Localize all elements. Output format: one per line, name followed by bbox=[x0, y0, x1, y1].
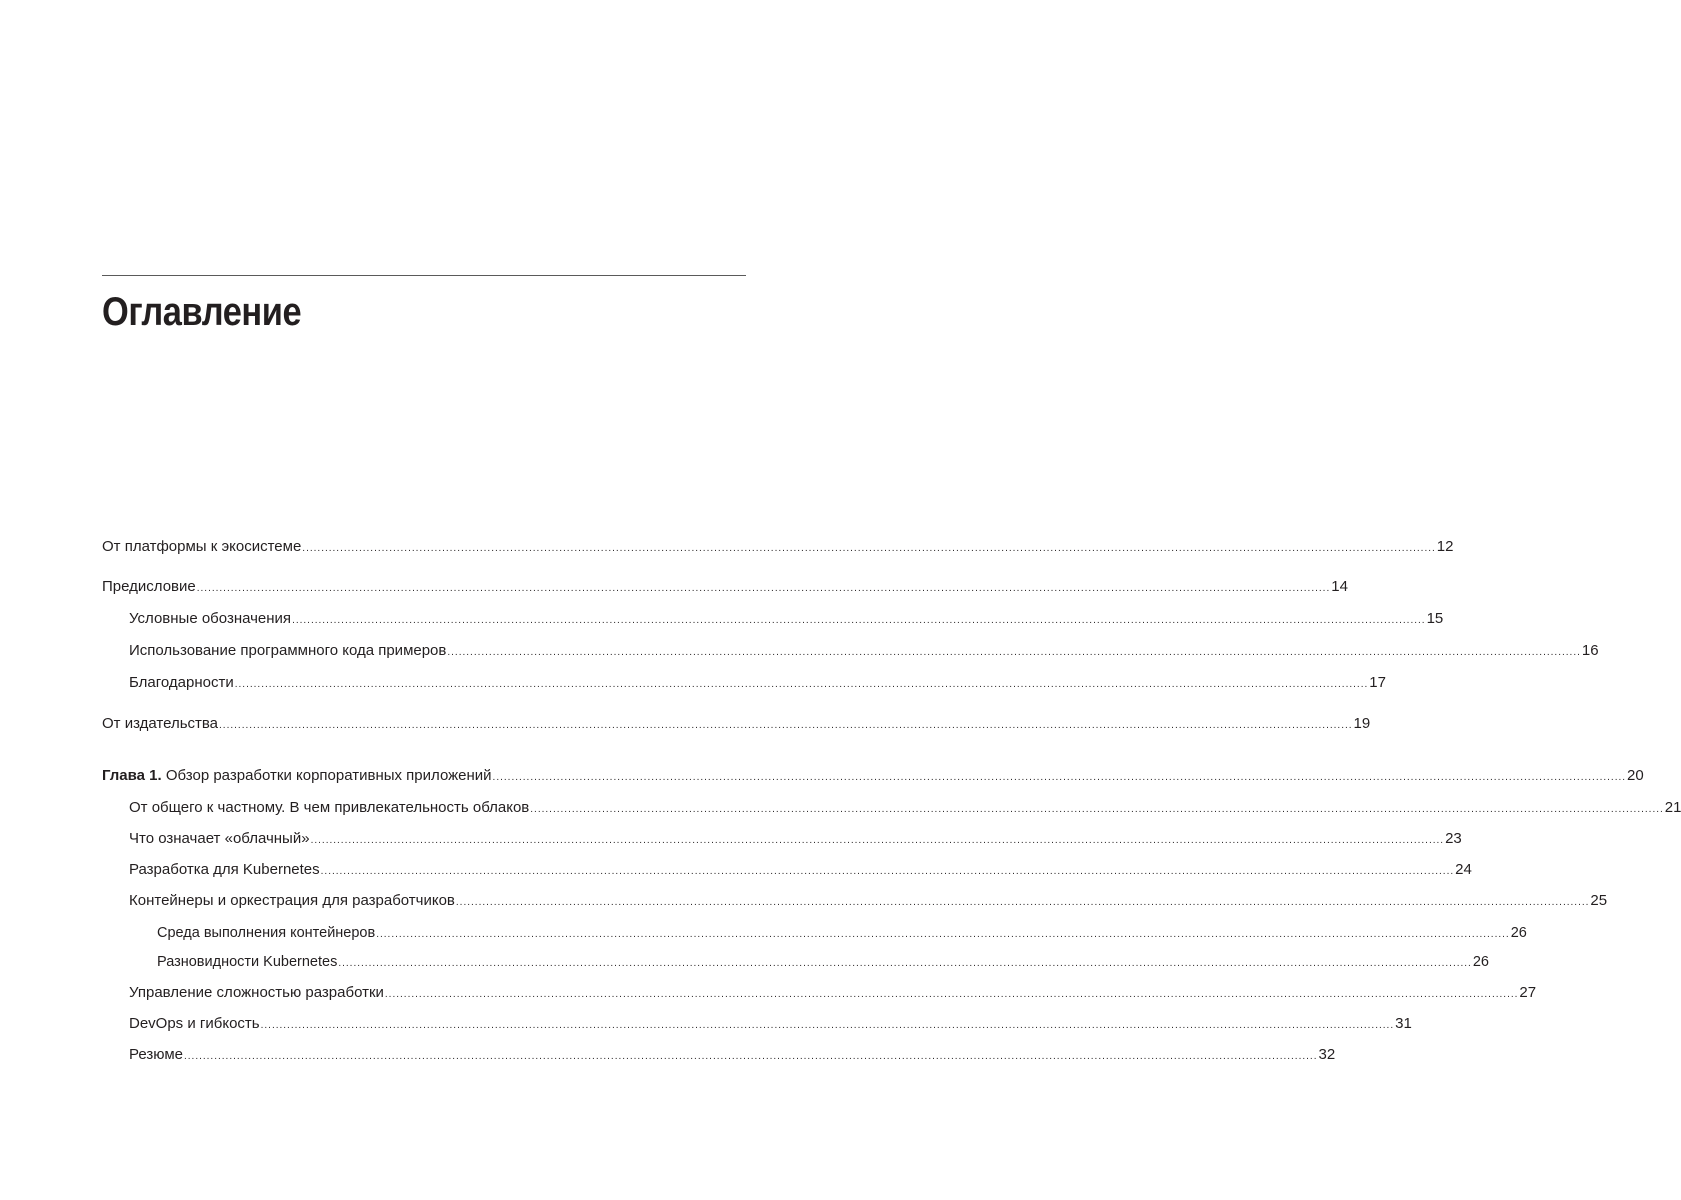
toc-page-number: 32 bbox=[1318, 1046, 1336, 1063]
toc-entry-label: От издательства bbox=[102, 715, 219, 732]
toc-entry-label: Глава 1. Обзор разработки корпоративных приложений bbox=[102, 767, 492, 784]
toc-entry[interactable] bbox=[102, 829, 1462, 849]
dot-leader: ............................................................................................................................................................................................................................................................................................................ bbox=[219, 720, 1353, 731]
toc-page-number: 14 bbox=[1331, 578, 1348, 595]
toc-entry[interactable] bbox=[102, 766, 1644, 786]
toc-page-number: 24 bbox=[1455, 861, 1472, 878]
toc-entry[interactable] bbox=[102, 1014, 1412, 1034]
dot-leader: ............................................................................................................................................................................................................................................................................................................ bbox=[310, 835, 1445, 846]
dot-leader: ............................................................................................................................................................................................................................................................................................................ bbox=[183, 1051, 1318, 1062]
dot-leader: ............................................................................................................................................................................................................................................................................................................ bbox=[455, 897, 1590, 908]
dot-leader: ............................................................................................................................................................................................................................................................................................................ bbox=[196, 583, 1331, 594]
toc-page-number: 15 bbox=[1426, 610, 1444, 627]
chapter-prefix: Глава 1. bbox=[102, 767, 162, 784]
toc-page-number: 12 bbox=[1436, 538, 1454, 555]
toc-entry-label: Разновидности Kubernetes bbox=[157, 954, 338, 970]
toc-page-number: 25 bbox=[1590, 892, 1608, 909]
toc-entry[interactable] bbox=[102, 673, 1386, 693]
toc-entry[interactable] bbox=[102, 798, 1681, 818]
toc-page-number: 26 bbox=[1510, 925, 1527, 941]
toc-page-number: 21 bbox=[1664, 799, 1681, 816]
toc-entry-label: Контейнеры и оркестрация для разработчиков bbox=[129, 892, 455, 909]
dot-leader: ............................................................................................................................................................................................................................................................................................................ bbox=[492, 772, 1627, 783]
dot-leader: ............................................................................................................................................................................................................................................................................................................ bbox=[384, 989, 1519, 1000]
toc-page-number: 31 bbox=[1395, 1015, 1412, 1032]
dot-leader: ............................................................................................................................................................................................................................................................................................................ bbox=[376, 929, 1510, 940]
dot-leader: ............................................................................................................................................................................................................................................................................................................ bbox=[292, 615, 1426, 626]
toc-entry-label: От платформы к экосистеме bbox=[102, 538, 302, 555]
dot-leader: ............................................................................................................................................................................................................................................................................................................ bbox=[447, 647, 1581, 658]
toc-entry-label: Предисловие bbox=[102, 578, 196, 595]
toc-entry[interactable] bbox=[102, 1045, 1336, 1065]
toc-entry-label: Разработка для Kubernetes bbox=[129, 861, 320, 878]
toc-page-number: 26 bbox=[1472, 954, 1489, 970]
toc-entry[interactable] bbox=[102, 891, 1608, 911]
dot-leader: ............................................................................................................................................................................................................................................................................................................ bbox=[338, 958, 1472, 969]
toc-entry-label: Резюме bbox=[129, 1046, 183, 1063]
toc-entry[interactable] bbox=[102, 923, 1527, 943]
toc-entry[interactable] bbox=[102, 952, 1489, 972]
dot-leader: ............................................................................................................................................................................................................................................................................................................ bbox=[260, 1020, 1395, 1031]
dot-leader: ............................................................................................................................................................................................................................................................................................................ bbox=[320, 866, 1455, 877]
toc-page-number: 16 bbox=[1581, 642, 1599, 659]
header-rule bbox=[102, 275, 746, 276]
dot-leader: ............................................................................................................................................................................................................................................................................................................ bbox=[530, 804, 1664, 815]
toc-page-number: 17 bbox=[1369, 674, 1386, 691]
toc-page-number: 23 bbox=[1445, 830, 1462, 847]
toc-entry-label: Что означает «облачный» bbox=[129, 830, 310, 847]
toc-entry-label: Использование программного кода примеров bbox=[129, 642, 447, 659]
toc-page-number: 19 bbox=[1353, 715, 1371, 732]
toc-entry[interactable] bbox=[102, 577, 1348, 597]
toc-entry-label: От общего к частному. В чем привлекательность облаков bbox=[129, 799, 530, 816]
toc-entry[interactable] bbox=[102, 714, 1371, 734]
dot-leader: ............................................................................................................................................................................................................................................................................................................ bbox=[302, 543, 1436, 554]
toc-entry-label: Благодарности bbox=[129, 674, 234, 691]
toc-entry[interactable] bbox=[102, 641, 1599, 661]
toc-entry[interactable] bbox=[102, 537, 1454, 557]
toc-entry-label: DevOps и гибкость bbox=[129, 1015, 260, 1032]
toc-entry[interactable] bbox=[102, 860, 1472, 880]
toc-entry[interactable] bbox=[102, 609, 1444, 629]
toc-entry[interactable] bbox=[102, 983, 1537, 1003]
toc-entry-label: Среда выполнения контейнеров bbox=[157, 925, 376, 941]
toc-entry-label: Условные обозначения bbox=[129, 610, 292, 627]
toc-page-number: 20 bbox=[1627, 767, 1644, 784]
dot-leader: ............................................................................................................................................................................................................................................................................................................ bbox=[234, 679, 1369, 690]
toc-entry-label: Управление сложностью разработки bbox=[129, 984, 384, 1001]
toc-page-number: 27 bbox=[1519, 984, 1537, 1001]
page-title: Оглавление bbox=[102, 290, 302, 334]
